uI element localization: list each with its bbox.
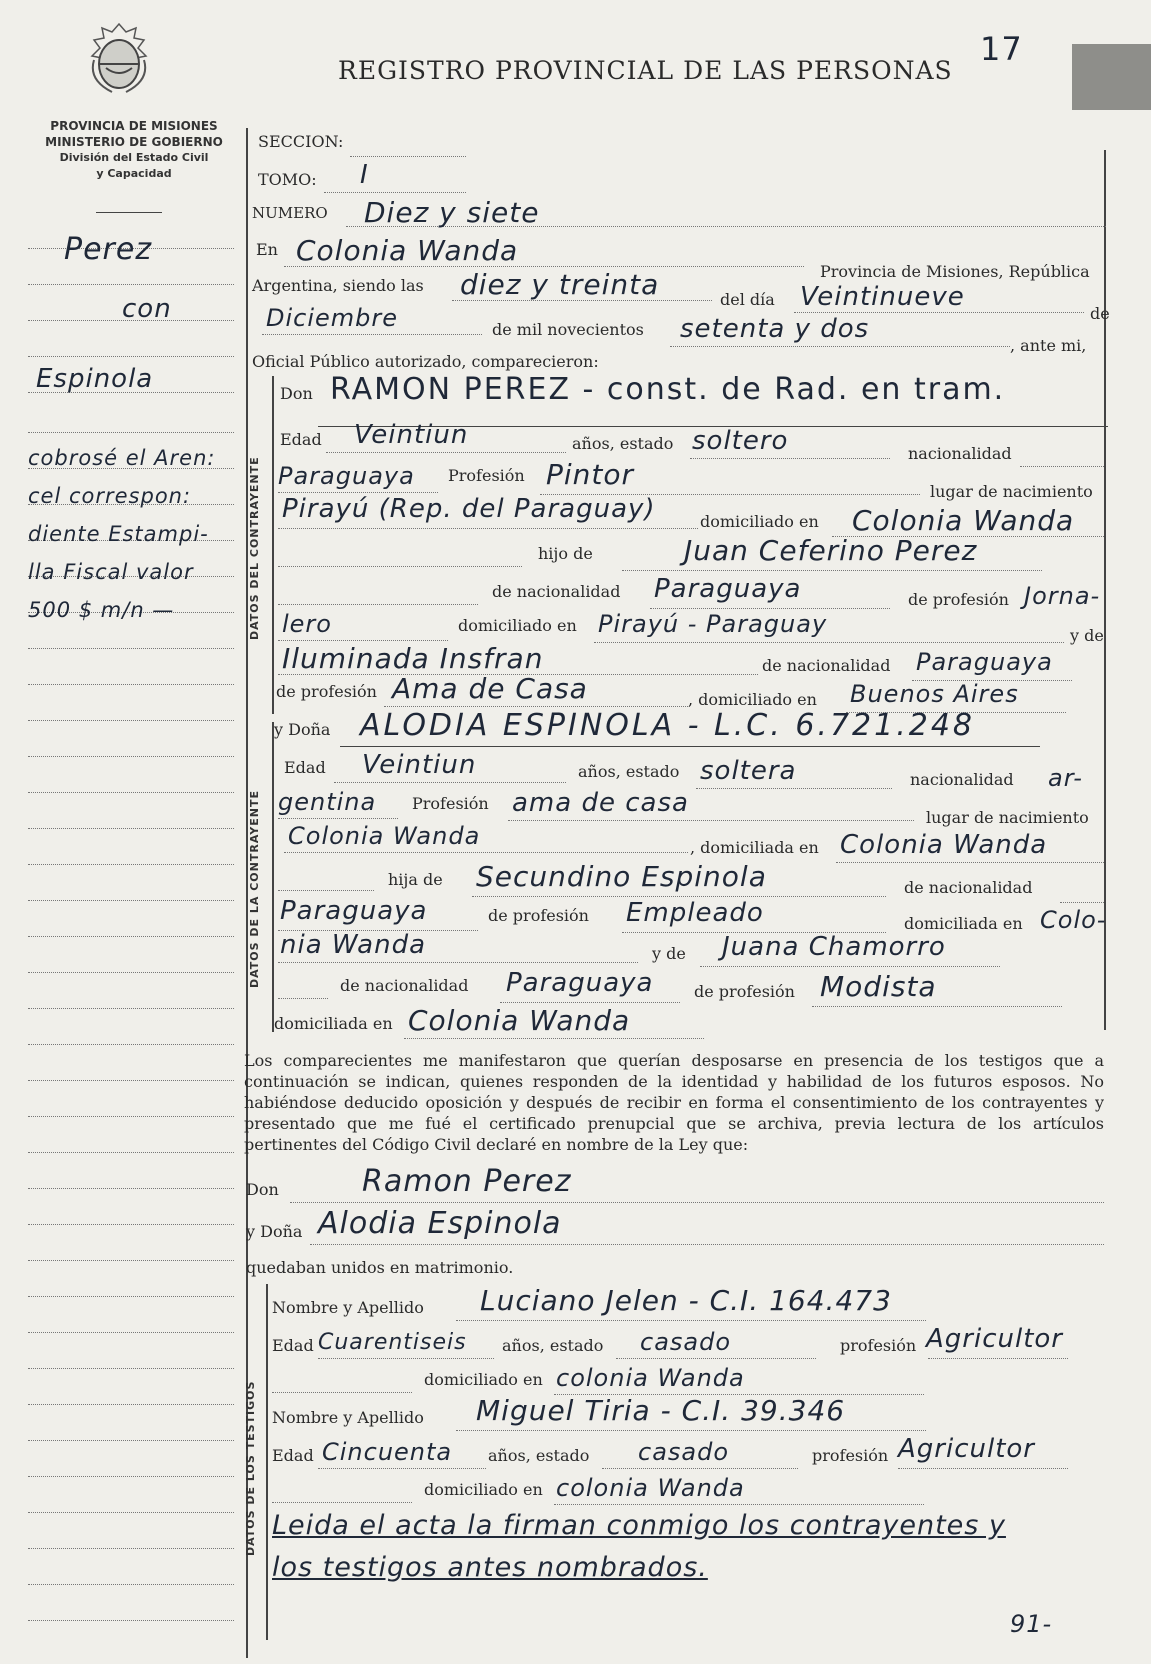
org-capacity: y Capacidad [96,167,172,180]
groom-edad-label: Edad [280,430,322,449]
groom-mother-nac-label: de nacionalidad [762,656,891,675]
groom-lugar-label: lugar de nacimiento [930,482,1093,501]
bride-lugar-label: lugar de nacimiento [926,808,1089,827]
w2-nombre-label: Nombre y Apellido [272,1408,424,1427]
right-border [1104,150,1106,1030]
bride-age: Veintiun [362,750,477,780]
groom-mother-prof-label: de profesión [276,682,377,701]
seccion-label: SECCION: [258,132,344,151]
en-label: En [256,240,278,259]
provincial-seal-icon [82,20,156,98]
bride-father-nat: Paraguaya [280,896,428,926]
don-label: Don [280,384,313,403]
bride-dona-label: y Doña [246,1222,303,1241]
groom-mother-dom: Buenos Aires [850,680,1019,708]
w1-dom: colonia Wanda [556,1364,745,1392]
margin-note-5: 500 $ m/n — [28,598,175,622]
contrayente-bracket [272,376,274,714]
bride-name: ALODIA ESPINOLA - L.C. 6.721.248 [360,708,976,743]
provincia-text: Provincia de Misiones, República [820,262,1090,281]
month-value: Diciembre [266,304,399,332]
groom-father-nat: Paraguaya [654,574,802,604]
corner-stamp [1072,44,1151,110]
numero-value: Diez y siete [364,196,540,229]
groom-hijo-de: hijo de [538,544,593,563]
hour-value: diez y treinta [460,268,660,301]
w2-dom-label: domiciliado en [424,1480,543,1499]
oficial-text: Oficial Público autorizado, comparecieron: [252,352,599,371]
year-value: setenta y dos [680,314,870,344]
w2-prof-label: profesión [812,1446,889,1465]
margin-note-4: lla Fiscal valor [28,560,194,584]
bride-father-dom-label: domiciliada en [904,914,1023,933]
groom-mother-dom-label: , domiciliado en [688,690,817,709]
groom-mother: Iluminada Insfran [282,642,544,675]
groom-nationality: Paraguaya [278,462,415,490]
folio-number: 17 [980,30,1023,68]
tomo-value: I [360,160,369,190]
groom-name: RAMON PEREZ - const. de Rad. en tram. [330,372,1006,407]
w2-civil: casado [638,1438,730,1466]
bride-mother-dom: Colonia Wanda [408,1004,631,1037]
groom-nac-label: nacionalidad [908,444,1012,463]
bride-mother-prof: Modista [820,970,937,1003]
w1-anos-estado: años, estado [502,1336,604,1355]
tomo-label: TOMO: [258,170,317,189]
bride-mother-nat: Paraguaya [506,968,654,998]
groom-civil: soltero [692,426,789,456]
margin-note-1: cobrosé el Aren: [28,446,216,470]
groom-anos-estado: años, estado [572,434,674,453]
w2-anos-estado: años, estado [488,1446,590,1465]
bride-father-prof-label: de profesión [488,906,589,925]
bride-profession: ama de casa [512,788,689,818]
bride-birthplace: Colonia Wanda [288,822,481,850]
contrayente-side-label: DATOS DEL CONTRAYENTE [248,456,261,640]
org-ministry: MINISTERIO DE GOBIERNO [45,135,223,149]
bride-nat-a: ar- [1048,764,1083,792]
groom-profession: Pintor [546,458,635,491]
margin-note-3: diente Estampi- [28,522,209,546]
bride-edad-label: Edad [284,758,326,777]
w1-nombre-label: Nombre y Apellido [272,1298,424,1317]
bride-y-de: y de [652,944,686,963]
margin-con: con [122,294,172,324]
w1-prof-label: profesión [840,1336,917,1355]
bride-anos-estado: años, estado [578,762,680,781]
bride-mother-prof-label: de profesión [694,982,795,1001]
de-mil-label: de mil novecientos [492,320,644,339]
w1-edad-label: Edad [272,1336,314,1355]
bride-mother: Juana Chamorro [722,932,946,962]
bride-nac-label: nacionalidad [910,770,1014,789]
w1-dom-label: domiciliado en [424,1370,543,1389]
bride-father: Secundino Espinola [476,860,767,893]
org-underline [96,212,162,213]
groom-father: Juan Ceferino Perez [684,534,978,567]
contrayenta-bracket [272,722,274,1032]
unidos-text: quedaban unidos en matrimonio. [246,1258,514,1277]
w1-prof: Agricultor [926,1324,1063,1354]
w2-age: Cincuenta [322,1438,453,1466]
place-value: Colonia Wanda [296,234,519,267]
argentina-text: Argentina, siendo las [252,276,424,295]
bride-father-nac-label: de nacionalidad [904,878,1033,897]
groom-mother-prof: Ama de Casa [392,672,588,705]
bride-father-dom-b: nia Wanda [280,930,427,960]
day-value: Veintinueve [800,282,965,312]
groom-domicile: Colonia Wanda [852,504,1075,537]
org-block [28,118,240,182]
groom-mother-nat: Paraguaya [916,648,1053,676]
bride-prof-label: Profesión [412,794,489,813]
groom-father-dom: Pirayú - Paraguay [598,610,828,638]
w2-edad-label: Edad [272,1446,314,1465]
de-label: de [1090,304,1110,323]
groom-father-dom-label: domiciliado en [458,616,577,635]
bride-nat-b: gentina [278,788,377,816]
closing-line-1: Leida el acta la firman conmigo los contrayentes y [272,1510,1006,1541]
groom-y-de: y de [1070,626,1104,645]
groom-father-prof-b: lero [282,610,332,638]
w2-name: Miguel Tiria - C.I. 39.346 [476,1394,846,1427]
bride-mother-dom-label: domiciliada en [274,1014,393,1033]
w1-age: Cuarentiseis [318,1330,467,1355]
margin-name-bride: Espinola [36,364,154,394]
groom-don-label: Don [246,1180,279,1199]
page-mark: 91- [1010,1610,1053,1638]
org-division: División del Estado Civil [59,151,209,164]
declaration-paragraph: Los comparecientes me manifestaron que querían desposarse en presencia de los testigos que a continuación se indican, quienes responden de la identidad y habilidad de los futuros esposos. No habiéndose deducido oposición y después de recibir en forma el consentimiento de los contrayentes y presentado que me fué el certificado prenupcial que se archiva, previa lectura de los artículos pertinentes del Código Civil declaré en nombre de la Ley que: [244,1051,1104,1154]
groom-dom-label: domiciliado en [700,512,819,531]
bride-father-prof: Empleado [626,898,764,928]
w2-dom: colonia Wanda [556,1474,745,1502]
contrayenta-side-label: DATOS DE LA CONTRAYENTE [248,790,261,988]
groom-age: Veintiun [354,420,469,450]
w1-civil: casado [640,1328,732,1356]
org-province: PROVINCIA DE MISIONES [50,119,218,133]
groom-father-prof-a: Jorna- [1024,582,1101,610]
groom-prof-label: Profesión [448,466,525,485]
bride-domicile: Colonia Wanda [840,830,1048,860]
closing-line-2: los testigos antes nombrados. [272,1552,708,1583]
testigos-side-label: DATOS DE LOS TESTIGOS [244,1380,257,1556]
bride-father-dom-a: Colo- [1040,906,1107,934]
bride-hija-de: hija de [388,870,443,889]
bride-dom-label: , domiciliada en [690,838,819,857]
groom-birthplace: Pirayú (Rep. del Paraguay) [282,494,656,524]
numero-label: NUMERO [252,204,328,222]
w1-name: Luciano Jelen - C.I. 164.473 [480,1284,892,1317]
bride-mother-nac-label: de nacionalidad [340,976,469,995]
del-dia-label: del día [720,290,775,309]
w2-prof: Agricultor [898,1434,1035,1464]
testigos-bracket [266,1284,268,1640]
bride-signature-name: Alodia Espinola [318,1206,562,1241]
bride-civil: soltera [700,756,797,786]
ante-mi-label: , ante mi, [1010,336,1087,355]
margin-note-2: cel correspon: [28,484,192,508]
groom-father-nac-label: de nacionalidad [492,582,621,601]
groom-father-prof-label: de profesión [908,590,1009,609]
dona-label: y Doña [274,720,331,739]
groom-signature-name: Ramon Perez [362,1164,572,1199]
page-title: REGISTRO PROVINCIAL DE LAS PERSONAS [338,56,953,85]
margin-name-groom: Perez [64,232,153,267]
